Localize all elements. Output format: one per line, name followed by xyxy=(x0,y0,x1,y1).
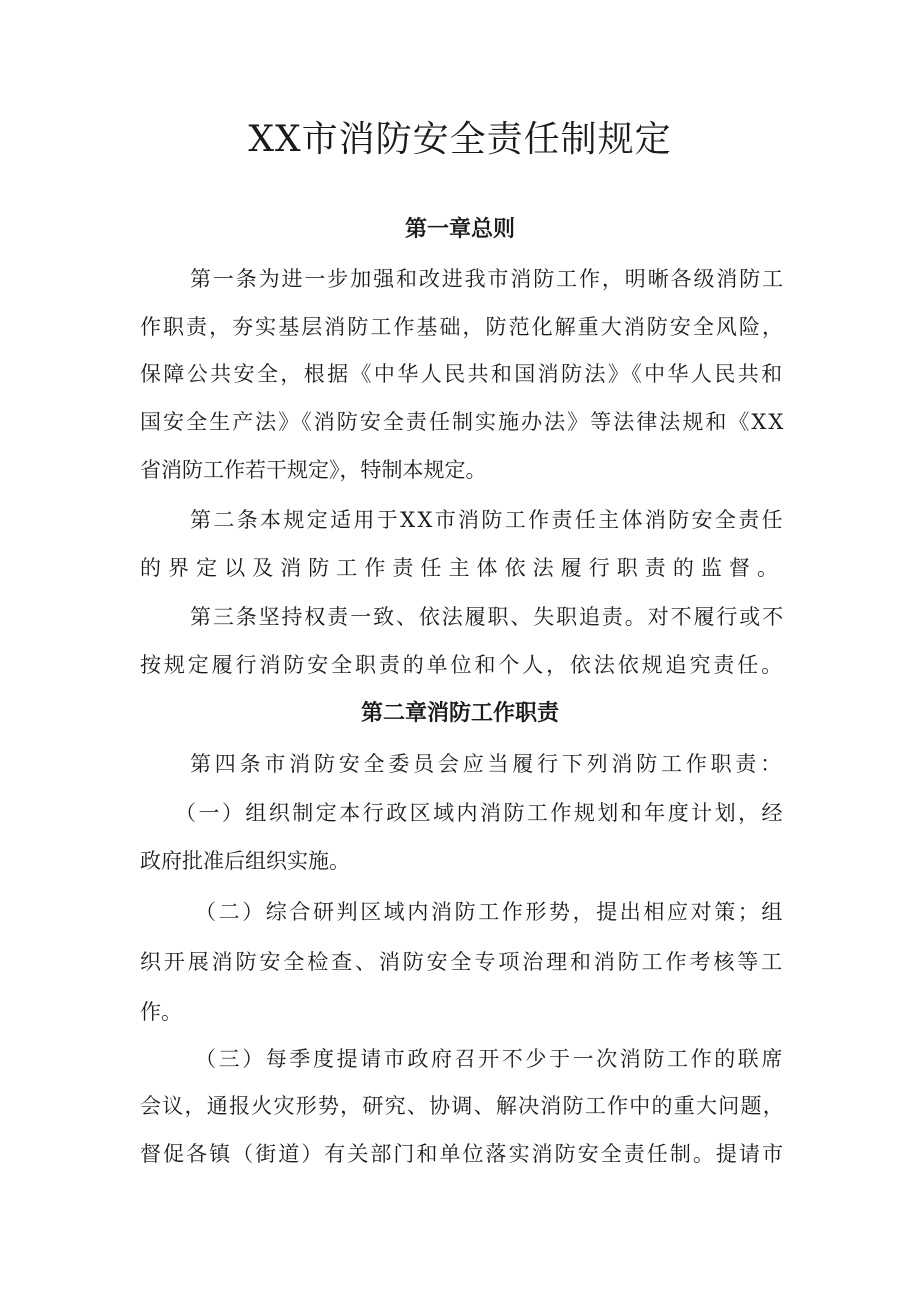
item-1-line: 政府批准后组织实施。 xyxy=(140,849,350,873)
item-3-line: 会议，通报火灾形势，研究、协调、解决消防工作中的重大问题， xyxy=(140,1094,785,1118)
chapter-2-heading: 第二章消防工作职责 xyxy=(360,701,559,726)
article-3-line: 第三条坚持权责一致、依法履职、失职追责。对不履行或不 xyxy=(190,605,785,629)
item-2-line: 织开展消防安全检查、消防安全专项治理和消防工作考核等工 xyxy=(140,950,785,974)
article-1-line: 国安全生产法》《消防安全责任制实施办法》等法律法规和《XX xyxy=(140,410,786,434)
article-1-line: 保障公共安全，根据《中华人民共和国消防法》《中华人民共和 xyxy=(140,362,785,386)
item-2-line: （二）综合研判区域内消防工作形势，提出相应对策；组 xyxy=(195,900,785,924)
article-2-line: 的界定以及消防工作责任主体依法履行职责的监督。 xyxy=(140,556,785,580)
chapter-1-heading: 第一章总则 xyxy=(404,217,515,242)
article-1-line: 第一条为进一步加强和改进我市消防工作，明晰各级消防工 xyxy=(190,267,785,291)
article-3-line: 按规定履行消防安全职责的单位和个人，依法依规追究责任。 xyxy=(140,653,785,677)
article-4-line: 第四条市消防安全委员会应当履行下列消防工作职责： xyxy=(190,752,785,776)
document-title: XX市消防安全责任制规定 xyxy=(248,119,672,160)
item-2-line: 作。 xyxy=(140,1000,182,1024)
article-1-line: 省消防工作若干规定》，特制本规定。 xyxy=(140,458,487,482)
article-2-line: 第二条本规定适用于XX市消防工作责任主体消防安全责任 xyxy=(190,508,785,532)
item-3-line: 督促各镇（街道）有关部门和单位落实消防安全责任制。提请市 xyxy=(140,1142,785,1166)
item-1-line: （一）组织制定本行政区域内消防工作规划和年度计划，经 xyxy=(175,801,785,825)
article-1-line: 作职责，夯实基层消防工作基础，防范化解重大消防安全风险， xyxy=(140,315,785,339)
item-3-line: （三）每季度提请市政府召开不少于一次消防工作的联席 xyxy=(195,1047,785,1071)
